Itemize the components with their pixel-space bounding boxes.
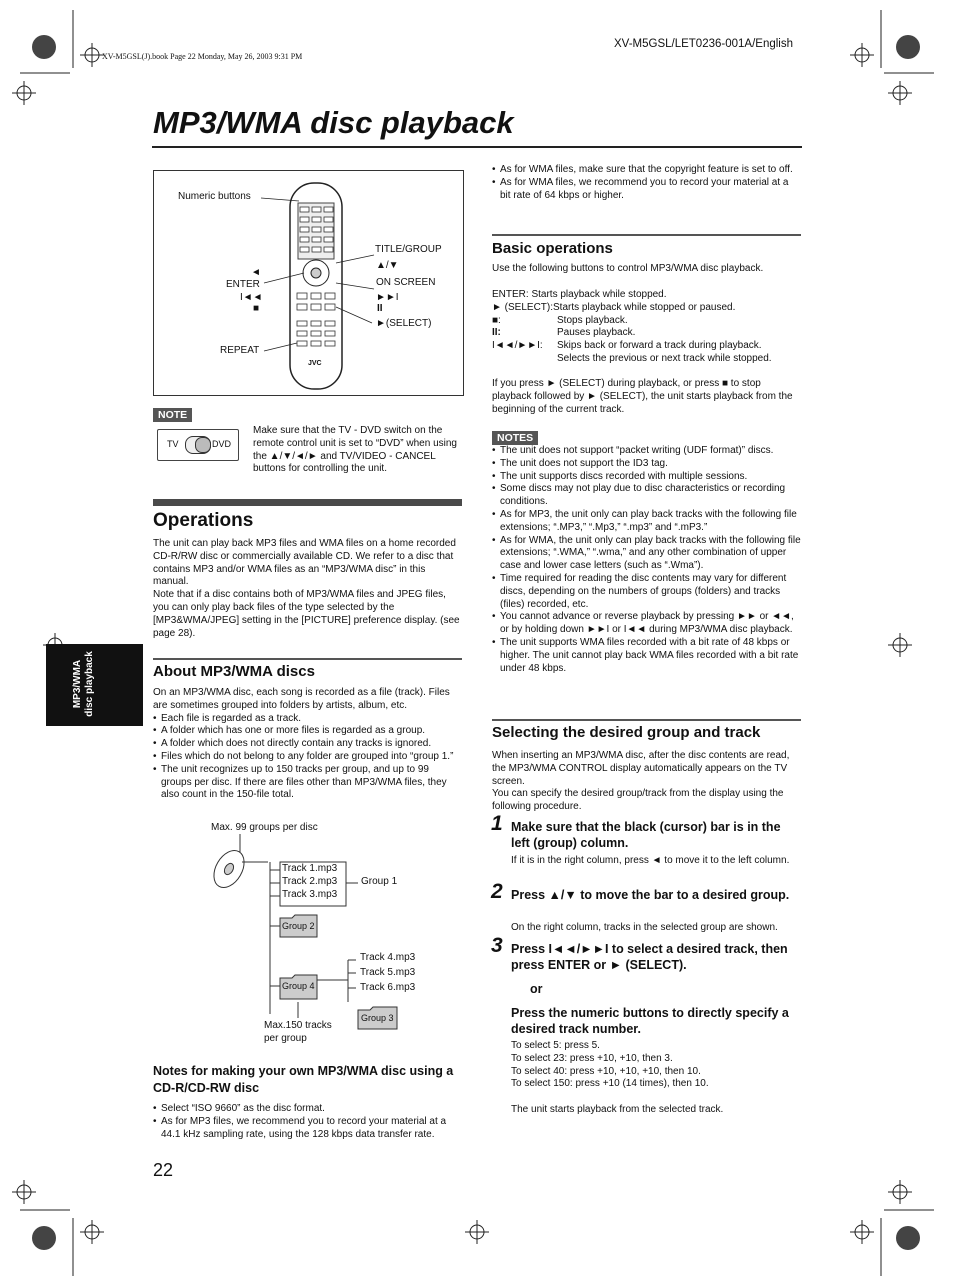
remote-brand: JVC [308, 360, 322, 367]
step-1-title: Make sure that the black (cursor) bar is in the left (group) column. [511, 820, 781, 850]
selecting-intro [492, 750, 801, 814]
example-line: To select 40: press +10, +10, +10, then 10. [511, 1065, 701, 1077]
about-bullet: • A folder which does not directly contain any tracks is ignored. [153, 738, 462, 751]
about-bullet: • Each file is regarded as a track. [153, 713, 462, 726]
notes-bullet: • You cannot advance or reverse playback by pressing ►► or ◄◄, or by holding down ►►I or I◄◄ during MP3/WMA disc playback. [492, 611, 801, 637]
switch-dvd-label: DVD [212, 439, 232, 449]
selecting-p2: You can specify the desired group/track from the display using the following procedure. [492, 788, 784, 813]
notes-bullet: • The unit does not support the ID3 tag. [492, 458, 801, 471]
notes-bullet: • Some discs may not play due to disc characteristics or recording conditions. [492, 483, 801, 509]
operations-p2: Note that if a disc contains both of MP3/WMA files and JPEG files, you can only play back files of the type selected by the [MP3&WMA/JPEG] setting in the [PICTURE] preference display. (see page 28). [153, 589, 460, 639]
notes-making-bullet: • As for WMA files, we recommend you to record your material at a bit rate of 64 kbps or higher. [492, 177, 801, 203]
basic-heading: Basic operations [492, 240, 613, 257]
note-text: Make sure that the TV - DVD switch on the remote control unit is set to “DVD” when using the ▲/▼/◄/► and TV/VIDEO - CANCEL buttons for controlling the unit. [253, 425, 457, 475]
operations-text [153, 538, 462, 640]
step-3-alt: Press the numeric buttons to directly specify a desired track number. [511, 1006, 789, 1036]
track-label: Track 3.mp3 [282, 889, 338, 900]
label-select: ►(SELECT) [376, 318, 432, 329]
label-up-down: ▲/▼ [376, 260, 399, 271]
track-label: Track 2.mp3 [282, 876, 338, 887]
step-2-text: On the right column, tracks in the selected group are shown. [511, 922, 778, 933]
side-tab-line2: disc playback [84, 651, 95, 717]
basic-rule [492, 234, 801, 236]
label-on-screen: ON SCREEN [376, 277, 436, 288]
example-line: To select 150: press +10 (14 times), then 10. [511, 1078, 709, 1090]
max-tracks-line1: Max.150 tracks [264, 1020, 332, 1031]
track-label: Track 6.mp3 [360, 982, 416, 993]
track-label: Track 4.mp3 [360, 952, 416, 963]
notes-bullet: • The unit supports WMA files recorded with a bit rate of 48 kbps or higher. The unit cannot play back WMA files recorded with a bit rate under 48 kbps. [492, 637, 801, 675]
label-numeric-buttons: Numeric buttons [178, 191, 251, 202]
notes-tag: NOTES [492, 428, 538, 446]
page-title: MP3/WMA disc playback [153, 105, 514, 140]
basic-row: ENTER: Starts playback while stopped. [492, 289, 667, 300]
model-code: XV-M5GSL/LET0236-001A/English [614, 38, 793, 50]
page-number: 22 [153, 1160, 174, 1180]
tree-lines [200, 820, 460, 1050]
group-tree-diagram [200, 820, 460, 1050]
notes-bullet: • The unit does not support “packet writing (UDF format)” discs. [492, 445, 801, 458]
notes-bullet: • Time required for reading the disc contents may vary for different discs, depending on the numbers of groups (folders) and tracks (files) recorded, etc. [492, 573, 801, 611]
selecting-rule [492, 719, 801, 721]
label-repeat: REPEAT [220, 345, 260, 356]
side-tab-line1: MP3/WMA [72, 659, 83, 709]
step-2-title: Press ▲/▼ to move the bar to a desired group. [511, 888, 790, 902]
step-1-number: 1 [491, 812, 503, 835]
notes-making-list-right [492, 164, 801, 202]
selecting-p1: When inserting an MP3/WMA disc, after the disc contents are read, the MP3/WMA CONTROL display automatically appears on the TV screen. [492, 750, 790, 787]
selecting-heading: Selecting the desired group and track [492, 724, 761, 741]
basic-table [492, 289, 801, 366]
label-next: ►►I [376, 292, 399, 303]
notes-making-heading: Notes for making your own MP3/WMA disc using a CD-R/CD-RW disc [153, 1064, 454, 1095]
about-body [153, 687, 462, 802]
step-3-examples [511, 1040, 801, 1091]
group3-label: Group 3 [361, 1013, 394, 1023]
about-bullet: • The unit recognizes up to 150 tracks per group, and up to 99 groups per disc. If there are files other than MP3/WMA files, they also count in the 150-file total. [153, 764, 462, 802]
operations-p1: The unit can play back MP3 files and WMA files on a home recorded CD-R/RW disc or commercially available CD. We refer to a disc that contains MP3 and/or WMA files as an “MP3/WMA disc” in this manual. [153, 538, 456, 588]
about-bullet: • A folder which has one or more files is regarded as a group. [153, 725, 462, 738]
label-pause: II [377, 303, 383, 314]
step-2-number: 2 [491, 880, 503, 903]
about-heading: About MP3/WMA discs [153, 663, 315, 680]
remote-diagram [153, 170, 464, 396]
group2-label: Group 2 [282, 921, 315, 931]
label-title-group: TITLE/GROUP [375, 244, 442, 255]
example-line: To select 5: press 5. [511, 1040, 600, 1051]
label-stop: ■ [253, 303, 260, 314]
operations-bar [153, 499, 462, 506]
example-line: To select 23: press +10, +10, then 3. [511, 1052, 673, 1064]
tv-dvd-switch [157, 429, 239, 461]
about-rule [153, 658, 462, 660]
step-1-text: If it is in the right column, press ◄ to move it to the left column. [511, 855, 790, 866]
notes-bullet: • As for MP3, the unit only can play back tracks with the following file extensions; “.MP3,” “.Mp3,” “.mp3” and “.mP3.” [492, 509, 801, 535]
max-groups-label: Max. 99 groups per disc [211, 822, 318, 833]
group4-label: Group 4 [282, 981, 315, 991]
title-rule [152, 146, 802, 148]
basic-row: ► (SELECT): Starts playback while stopped or paused. [492, 301, 736, 313]
basic-intro: Use the following buttons to control MP3/WMA disc playback. [492, 263, 764, 274]
track-label: Track 5.mp3 [360, 967, 416, 978]
basic-row: II: Pauses playback. [492, 327, 636, 339]
step-3-or: or [530, 982, 543, 996]
notes-making-bullet: • As for WMA files, make sure that the copyright feature is set to off. [492, 164, 801, 177]
basic-row: ■: Stops playback. [492, 314, 628, 326]
notes-making-bullet: • As for MP3 files, we recommend you to record your material at a 44.1 kHz sampling rate, using the 128 kbps data transfer rate. [153, 1116, 462, 1142]
notes-bullet: • The unit supports discs recorded with multiple sessions. [492, 471, 801, 484]
notes-list [492, 445, 801, 675]
about-intro: On an MP3/WMA disc, each song is recorded as a file (track). Files are sometimes grouped into folders by artists, album, etc. [153, 687, 450, 711]
operations-heading: Operations [153, 510, 254, 531]
step-3-number: 3 [491, 934, 503, 957]
notes-making-list-left [153, 1103, 462, 1141]
label-prev: I◄◄ [240, 292, 263, 303]
note-tag: NOTE [153, 405, 192, 423]
basic-after: If you press ► (SELECT) during playback, or press ■ to stop playback followed by ► (SELECT), the unit starts playback from the beginning of the current track. [492, 378, 793, 415]
notes-making-bullet: • Select “ISO 9660” as the disc format. [153, 1103, 462, 1116]
about-bullet: • Files which do not belong to any folder are grouped into “group 1.” [153, 751, 462, 764]
selecting-final: The unit starts playback from the selected track. [511, 1104, 724, 1115]
label-enter: ENTER [226, 279, 260, 290]
file-info: XV-M5GSL(J).book Page 22 Monday, May 26, 2003 9:31 PM [102, 52, 303, 61]
label-left: ◄ [251, 267, 261, 278]
track-label: Track 1.mp3 [282, 863, 338, 874]
notes-bullet: • As for WMA, the unit only can play back tracks with the following file extensions; “.WMA,” “.wma,” and any other combination of upper case and lower case letters (such as “.Wma”). [492, 535, 801, 573]
switch-tv-label: TV [167, 439, 179, 449]
basic-row: Selects the previous or next track while stopped. [557, 352, 772, 364]
step-3-title: Press I◄◄/►►I to select a desired track, then press ENTER or ► (SELECT). [511, 942, 788, 972]
switch-knob-icon [185, 436, 211, 454]
side-tab [46, 644, 143, 726]
basic-row: I◄◄/►►I: Skips back or forward a track during playback. [492, 340, 762, 352]
max-tracks-line2: per group [264, 1033, 307, 1044]
group1-label: Group 1 [361, 876, 398, 887]
